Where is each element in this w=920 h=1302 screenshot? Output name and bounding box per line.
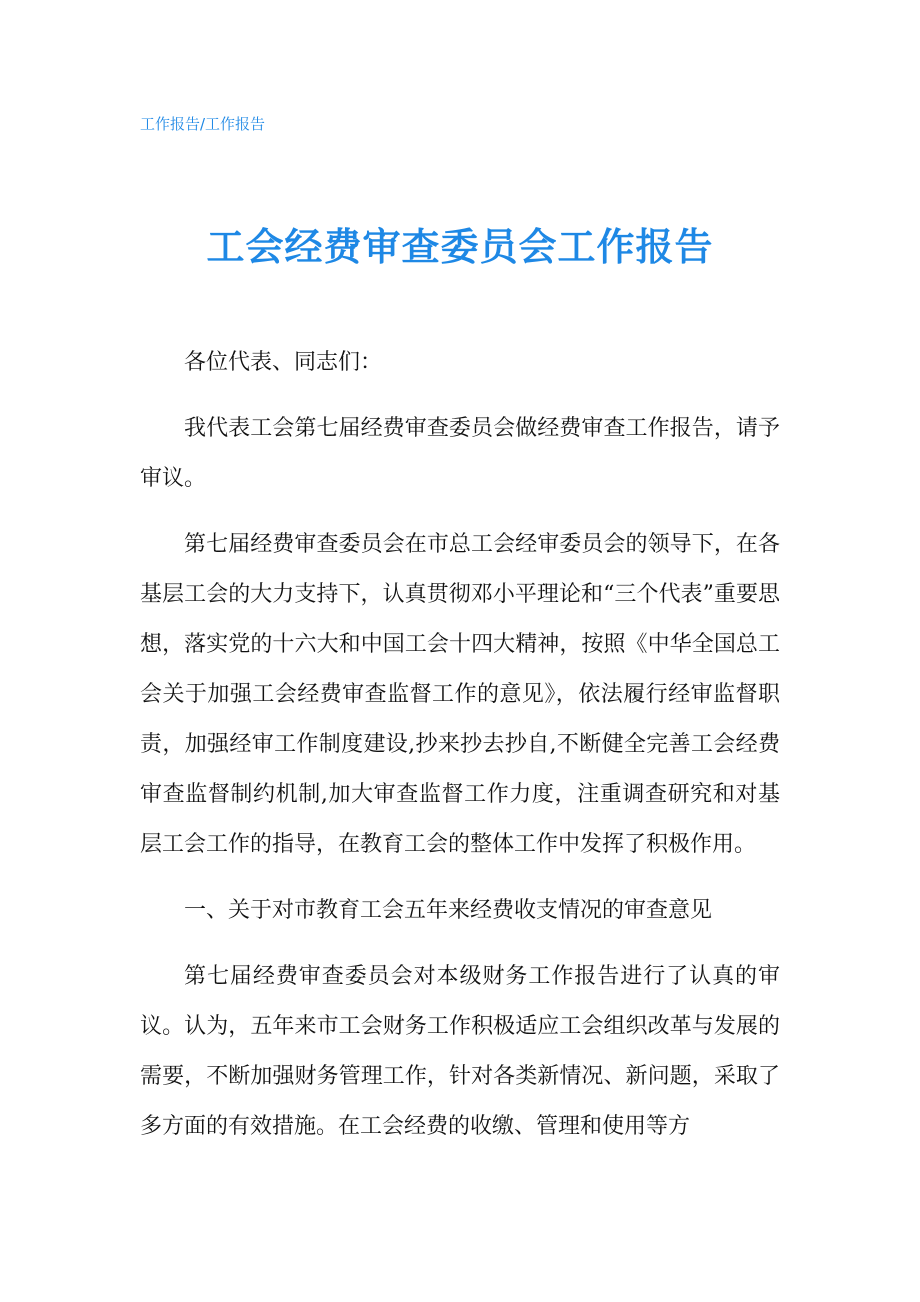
- paragraph-summary: 第七届经费审查委员会在市总工会经审委员会的领导下，在各基层工会的大力支持下，认真贯彻邓小平理论和“三个代表”重要思想，落实党的十六大和中国工会十四大精神，按照《中华全国总工会关于加强工会经费审查监督工作的意见》，依法履行经审监督职责，加强经审工作制度建设,抄来抄去抄自,不断健全完善工会经费审查监督制约机制,加大审查监督工作力度，注重调查研究和对基层工会工作的指导，在教育工会的整体工作中发挥了积极作用。: [140, 532, 780, 857]
- document-body: [140, 338, 780, 1168]
- paragraph-intro: 我代表工会第七届经费审查委员会做经费审查工作报告，请予审议。: [140, 416, 780, 491]
- paragraph-section-1: 第七届经费审查委员会对本级财务工作报告进行了认真的审议。认为，五年来市工会财务工作积极适应工会组织改革与发展的需要，不断加强财务管理工作，针对各类新情况、新问题，采取了多方面的有效措施。在工会经费的收缴、管理和使用等方: [140, 964, 780, 1139]
- section-heading-1: 一、关于对市教育工会五年来经费收支情况的审查意见: [184, 898, 713, 923]
- breadcrumb[interactable]: 工作报告/工作报告: [140, 115, 266, 133]
- greeting-paragraph: 各位代表、同志们：: [184, 350, 383, 375]
- page-title: 工会经费审查委员会工作报告: [206, 225, 714, 269]
